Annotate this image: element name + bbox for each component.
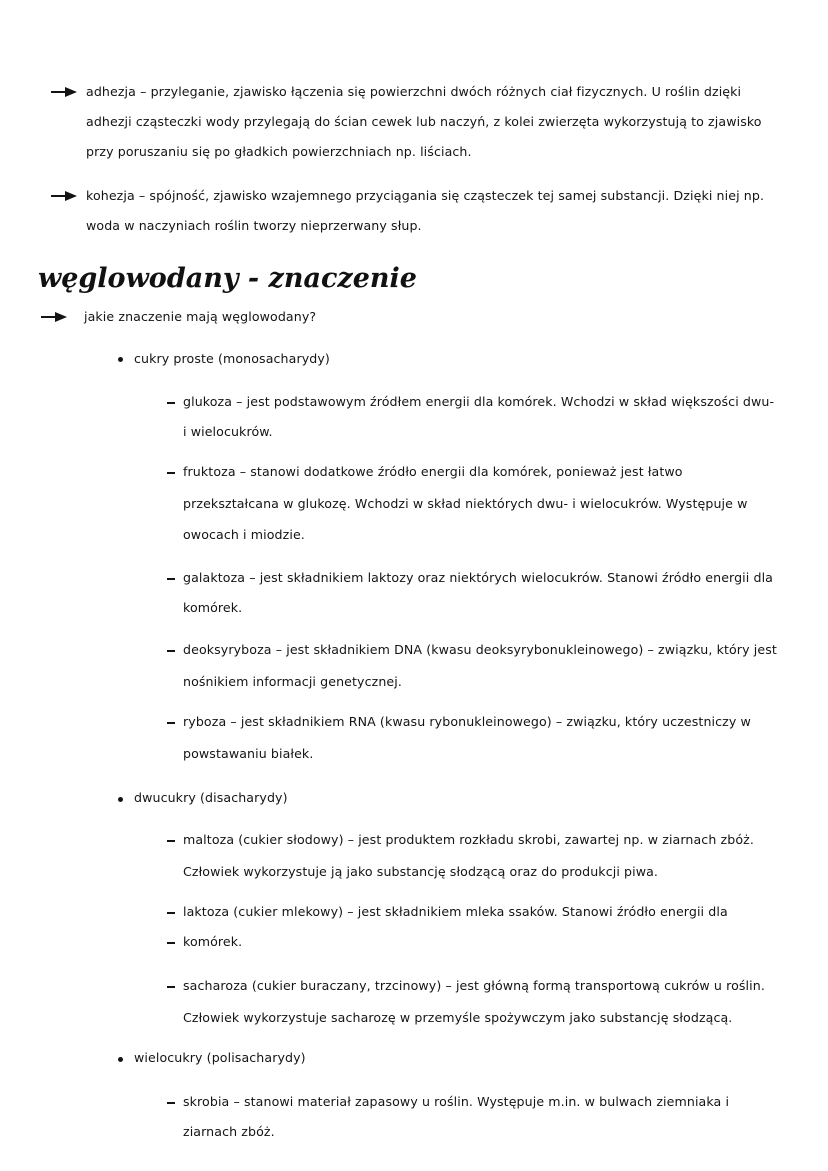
adhezja-line-2: adhezji cząsteczki wody przylegają do ścian cewek lub naczyń, z kolei zwierzęta wykorzystują to zjawisko: [86, 114, 762, 129]
dash-bullet: [167, 1102, 175, 1104]
ryboza-line-1: ryboza – jest składnikiem RNA (kwasu rybonukleinowego) – związku, który uczestniczy w: [183, 714, 751, 729]
arrow-bullet-icon: [40, 311, 68, 323]
sacharoza-line-1: sacharoza (cukier buraczany, trzcinowy) – jest główną formą transportową cukrów u roślin.: [183, 978, 765, 993]
dash-bullet: [167, 942, 175, 944]
maltoza-line-1: maltoza (cukier słodowy) – jest produktem rozkładu skrobi, zawartej np. w ziarnach zbóż.: [183, 832, 754, 847]
deoksyryboza-line-1: deoksyryboza – jest składnikiem DNA (kwasu deoksyrybonukleinowego) – związku, który jest: [183, 642, 777, 657]
bullet-dot: [118, 797, 123, 802]
dash-bullet: [167, 650, 175, 652]
sacharoza-line-2: Człowiek wykorzystuje sacharozę w przemyśle spożywczym jako substancję słodzącą.: [183, 1010, 733, 1025]
laktoza-line-1: laktoza (cukier mlekowy) – jest składnikiem mleka ssaków. Stanowi źródło energii dla: [183, 904, 728, 919]
group-title-mono: cukry proste (monosacharydy): [134, 351, 330, 366]
maltoza-line-2: Człowiek wykorzystuje ją jako substancję słodzącą oraz do produkcji piwa.: [183, 864, 659, 879]
glukoza-line-2: i wielocukrów.: [183, 424, 273, 439]
section-heading: węglowodany - znaczenie: [38, 263, 417, 294]
dash-bullet: [167, 472, 175, 474]
skrobia-line-1: skrobia – stanowi materiał zapasowy u roślin. Występuje m.in. w bulwach ziemniaka i: [183, 1094, 730, 1109]
kohezja-line-2: woda w naczyniach roślin tworzy nieprzerwany słup.: [86, 218, 422, 233]
question-text: jakie znaczenie mają węglowodany?: [84, 309, 317, 324]
galaktoza-line-2: komórek.: [183, 600, 243, 615]
laktoza-line-2: komórek.: [183, 934, 243, 949]
deoksyryboza-line-2: nośnikiem informacji genetycznej.: [183, 674, 402, 689]
dash-bullet: [167, 402, 175, 404]
fruktoza-line-1: fruktoza – stanowi dodatkowe źródło energii dla komórek, ponieważ jest łatwo: [183, 464, 683, 479]
glukoza-line-1: glukoza – jest podstawowym źródłem energii dla komórek. Wchodzi w skład większości dwu-: [183, 394, 775, 409]
arrow-bullet-icon: [50, 190, 78, 202]
bullet-dot: [118, 357, 123, 362]
dash-bullet: [167, 840, 175, 842]
galaktoza-line-1: galaktoza – jest składnikiem laktozy oraz niektórych wielocukrów. Stanowi źródło energii dla: [183, 570, 773, 585]
group-title-poli: wielocukry (polisacharydy): [134, 1050, 306, 1065]
adhezja-line-1: adhezja – przyleganie, zjawisko łączenia się powierzchni dwóch różnych ciał fizycznych. U roślin dzięki: [86, 84, 742, 99]
dash-bullet: [167, 986, 175, 988]
kohezja-line-1: kohezja – spójność, zjawisko wzajemnego przyciągania się cząsteczek tej samej substancji. Dzięki niej np.: [86, 188, 765, 203]
bullet-dot: [118, 1057, 123, 1062]
arrow-bullet-icon: [50, 86, 78, 98]
dash-bullet: [167, 722, 175, 724]
fruktoza-line-2: przekształcana w glukozę. Wchodzi w skład niektórych dwu- i wielocukrów. Występuje w: [183, 496, 748, 511]
dash-bullet: [167, 912, 175, 914]
skrobia-line-2: ziarnach zbóż.: [183, 1124, 275, 1139]
fruktoza-line-3: owocach i miodzie.: [183, 527, 305, 542]
group-title-di: dwucukry (disacharydy): [134, 790, 288, 805]
dash-bullet: [167, 578, 175, 580]
adhezja-line-3: przy poruszaniu się po gładkich powierzchniach np. liściach.: [86, 144, 472, 159]
ryboza-line-2: powstawaniu białek.: [183, 746, 314, 761]
